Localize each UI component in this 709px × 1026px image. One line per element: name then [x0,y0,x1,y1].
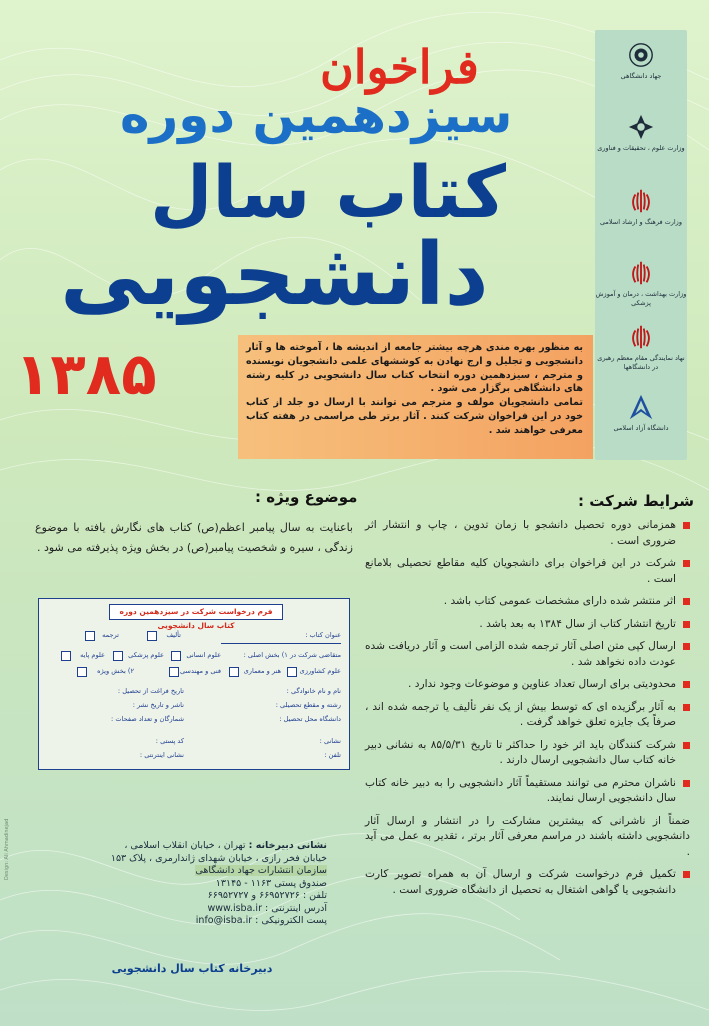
azad-university-icon [627,392,655,422]
form-label-grad-date: تاریخ فراغت از تحصیل : [117,687,184,695]
web-label: آدرس اینترنتی : [265,902,327,914]
sponsor-sidebar [595,30,687,460]
checkbox-field[interactable] [229,667,239,677]
form-label-book-title: عنوان کتاب : [305,631,341,639]
checkbox-field[interactable] [113,651,123,661]
list-item: محدودیتی برای ارسال تعداد عناوین و موضوعات وجود ندارد . [365,677,690,693]
secretariat-address [62,840,327,928]
checkbox-field[interactable] [287,667,297,677]
bullet-icon [683,522,690,529]
phone-numbers: ۶۶۹۵۲۷۲۶ و ۶۶۹۵۲۷۲۷ [207,890,300,901]
list-item: شرکت کنندگان باید اثر خود را حداکثر تا تاریخ ۸۵/۵/۳۱ به نشانی دبیر خانه کتاب سال دانشجویی ارسال دارند . [365,738,690,769]
form-label-phone: تلفن : [324,751,341,759]
phone-label: تلفن : [302,890,327,901]
sponsor-logo [595,322,687,372]
web-link[interactable]: www.isba.ir [207,902,262,914]
list-item: به آثار برگزیده ای که توسط بیش از یک نفر تألیف یا ترجمه شده اند ، صرفاً یک جایزه تعلق خواهد گرفت . [365,700,690,731]
list-item: تاریخ انتشار کتاب از سال ۱۳۸۴ به بعد باشد . [365,617,690,633]
list-item: ناشران محترم می توانند مستقیماً آثار دانشجویی را به دبیر خانه کتاب سال دانشجویی ارسال نمایند. [365,776,690,807]
bullet-icon [683,780,690,787]
bullet-icon [683,643,690,650]
sponsor-logo [595,186,687,227]
sponsor-caption: وزارت علوم ، تحقیقات و فناوری [597,144,685,152]
address-label: نشانی دبیرخانه : [248,840,327,851]
bullet-icon [683,598,690,605]
sponsor-caption: دانشگاه آزاد اسلامی [613,424,669,432]
form-field-option: علوم پایه [80,651,105,659]
checkbox-special[interactable] [77,667,87,677]
bullet-icon [683,560,690,567]
form-label-publisher: ناشر و تاریخ نشر : [132,701,184,709]
iran-emblem-icon [627,322,655,352]
form-label-university: دانشگاه محل تحصیل : [279,715,341,723]
address-line: تهران ، خیابان انقلاب اسلامی ، [124,840,246,851]
list-item: اثر منتشر شده دارای مشخصات عمومی کتاب باشد . [365,594,690,610]
bullet-icon [683,704,690,711]
title-call: فراخوان [320,40,479,94]
ornament-icon [627,112,655,142]
design-credit: Design: Ali Ahmadinejad [4,818,10,880]
list-item: شرکت در این فراخوان برای دانشجویان کلیه مقاطع تحصیلی بلامانع است . [365,556,690,587]
form-field-option: ۲) بخش ویژه [97,667,134,675]
checkbox-field[interactable] [171,651,181,661]
topic-text: باعنایت به سال پیامبر اعظم(ص) کتاب های نگارش یافته با موضوع زندگی ، سیره و شخصیت پیامبر(ص) در بخش ویژه پذیرفته می شود . [35,521,353,554]
iran-emblem-icon [627,258,655,288]
iran-emblem-icon [627,186,655,216]
address-line: خیابان فخر رازی ، خیابان شهدای ژاندارمری ، پلاک ۱۵۳ [110,852,327,864]
form-label-print-count: شمارگان و تعداد صفحات : [111,715,184,723]
list-item: تکمیل فرم درخواست شرکت و ارسال آن به همراه تصویر کارت دانشجویی یا گواهی اشتغال به تحصیل از دانشگاه ضروری است . [365,867,690,898]
list-item: همزمانی دوره تحصیل دانشجو با زمان تدوین ، چاپ و انتشار اثر ضروری است . [365,518,690,549]
sponsor-logo [595,40,687,81]
intro-paragraph: تمامی دانشجویان مولف و مترجم می توانند با ارسال دو جلد از کتاب خود در این فراخوان شرکت کنند . آثار برتر طی مراسمی در هفته کتاب معرفی خواهند شد . [246,397,583,436]
form-title: فرم درخواست شرکت در سیزدهمین دوره کتاب سال دانشجویی [109,604,283,620]
bullet-icon [683,621,690,628]
footer-secretariat: دبیرخانه کتاب سال دانشجویی [111,962,273,975]
email-label: پست الکترونیکی : [255,915,327,926]
application-form [38,598,350,770]
form-label-postal: کد پستی : [155,737,184,745]
sponsor-logo [595,392,687,433]
sponsor-caption: جهاد دانشگاهی [620,72,662,80]
form-line [221,643,341,644]
form-field-option: فنی و مهندسی [179,667,221,675]
checkbox-authored[interactable] [147,631,157,641]
form-label-translated: ترجمه [102,631,119,639]
conditions-list [365,518,690,905]
form-label-name: نام و نام خانوادگی : [286,687,341,695]
sponsor-logo [595,258,687,308]
title-edition: سیزدهمین دوره [120,86,513,144]
intro-paragraph: به منظور بهره مندی هرچه بیشتر جامعه از اندیشه ها ، آموخته ها و آثار دانشجویی و تجلیل و ارج نهادن به کوششهای علمی دانشجویان نویسنده و مترجم ، سیزدهمین دوره انتخاب کتاب سال دانشجویی در کلیه رشته های دانشگاهی برگزار می شود . [246,342,583,395]
sponsor-logo [595,112,687,153]
title-book-of-year: کتاب سال [150,150,507,234]
form-label-email: نشانی اینترنتی : [139,751,184,759]
list-item: ارسال کپی متن اصلی آثار ترجمه شده الزامی است و آثار دریافت شده عودت داده نخواهد شد . [365,639,690,670]
form-field-option: علوم کشاورزی [299,667,341,675]
intro-box [238,335,593,459]
form-label-address: نشانی : [319,737,341,745]
address-line: سازمان انتشارات جهاد دانشگاهی [195,865,327,876]
form-label-major: رشته و مقطع تحصیلی : [275,701,341,709]
checkbox-translated[interactable] [85,631,95,641]
sponsor-caption: وزارت فرهنگ و ارشاد اسلامی [600,218,682,226]
form-field-option: علوم پزشکی [128,651,164,659]
email-link[interactable]: info@isba.ir [195,915,253,926]
sponsor-caption: وزارت بهداشت ، درمان و آموزش پزشکی [595,290,687,307]
sponsor-caption: نهاد نمایندگی مقام معظم رهبری در دانشگاهها [597,354,685,371]
address-line: صندوق پستی ۱۱۶۳ - ۱۳۱۴۵ [215,877,327,889]
checkbox-field[interactable] [169,667,179,677]
form-label-authored: تألیف [166,631,181,639]
jahad-emblem-icon [627,40,655,70]
form-label-applicant: متقاضی شرکت در ۱) بخش اصلی : [243,651,341,659]
bullet-icon [683,871,690,878]
title-student: دانشجویی [60,225,489,325]
bullet-icon [683,681,690,688]
conditions-heading: شرایط شرکت : [578,492,695,510]
topic-heading: موضوع ویژه : [255,488,358,506]
bullet-icon [683,742,690,749]
form-field-option: هنر و معماری [243,667,281,675]
checkbox-field[interactable] [61,651,71,661]
publisher-note: ضمناً از ناشرانی که بیشترین مشارکت را در انتشار و ارسال آثار دانشجویی داشته باشند در مراسم معرفی آثار برتر ، تقدیر به عمل می آید . [365,814,690,858]
form-field-option: علوم انسانی [186,651,221,659]
title-year: ۱۳۸۵ [15,340,157,408]
